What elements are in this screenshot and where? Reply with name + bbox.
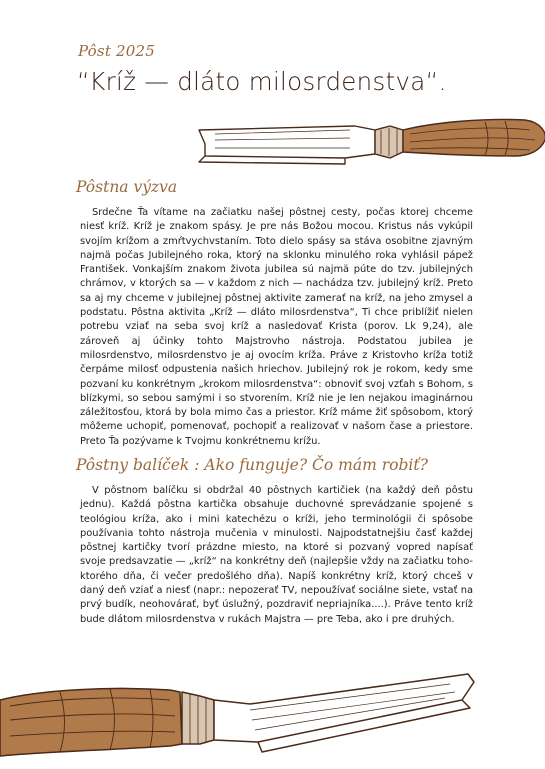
section-text-package: V pôstnom balíčku si obdržal 40 pôstnych kartičiek (na každý deň pôstu jednu). Každá pôstna kartička obsahuje duchovné sprevádzanie spojené s teológiou kríža, ako i mini katechézu o kríži, jeho terminológii či spôsobe používania tohto nástroja mučenia v minulosti. Najpodstatnejšiu časť každej pôstnej kartičky tvorí prázdne miesto, na ktoré si pozvaný vopred napísať svoje predsavzatie — „kríž“ na konkrétny deň (najlepšie vždy na začiatku toho-ktorého dňa, či večer predošlého dňa). Napíš konkrétny kríž, ktorý chceš v daný deň vziať a niesť (napr.: nepozerať TV, nepoužívať sociálne siete, vstať na prvý budík, neohovárať, byť úslužný, pozdraviť nepriajníka....). Práve tento kríž bude dlátom milosrdenstva v rukách Majstra — pre Teba, ako i pre druhých. [80, 485, 473, 625]
chisel-illustration-top [185, 100, 545, 172]
section-heading-package: Pôstny balíček : Ako funguje? Čo mám robiť? [76, 456, 428, 474]
page-title: “Kríž — dláto milosrdenstva“. [77, 67, 447, 96]
chisel-illustration-bottom [0, 660, 480, 769]
section-text-challenge: Srdečne Ťa vítame na začiatku našej pôstnej cesty, počas ktorej chceme niesť kríž. Kríž je znakom spásy. Je pre nás Božou mocou. Kristus nás vykúpil svojím krížom a zmŕtvychvstaním. Toto dielo spásy sa stáva osobitne zjavným najmä počas Jubilejného roka, ktorý na sklonku minulého roka vyhlásil pápež František. Vonkajším znakom života jubilea sú najmä púte do tzv. jubilejných chrámov, v ktorých sa — v každom z nich — nachádza tzv. jubilejný kríž. Preto sa aj my chceme v jubilejnej pôstnej aktivite zamerať na kríž, na jeho zmysel a podstatu. Pôstna aktivita „Kríž — dláto milosrdenstva“, Ti chce priblížiť nielen potrebu vziať na seba svoj kríž a nasledovať Krista (porov. Lk 9,24), ale zároveň aj účinky tohto Majstrovho nástroja. Podstatou jubilea je milosrdenstvo, milosrdenstvo je aj ovocím kríža. Práve z Kristovho kríža totiž čerpáme milosť odpustenia našich hriechov. Jubilejný rok je rokom, kedy sme pozvaní ku konkrétnym „krokom milosrdenstva“: obnoviť svoj vzťah s Bohom, s blízkymi, so sebou samými i so stvorením. Kríž nie je len nejakou imaginárnou záležitosťou, ktorá by bola mimo čas a priestor. Kríž máme žiť spôsobom, ktorý môžeme uchopiť, pomenovať, pochopiť a realizovať v našom čase a priestore. Preto Ťa pozývame k Tvojmu konkrétnemu krížu. [80, 207, 473, 447]
section-heading-challenge: Pôstna výzva [76, 178, 178, 196]
season-label: Pôst 2025 [78, 42, 155, 60]
